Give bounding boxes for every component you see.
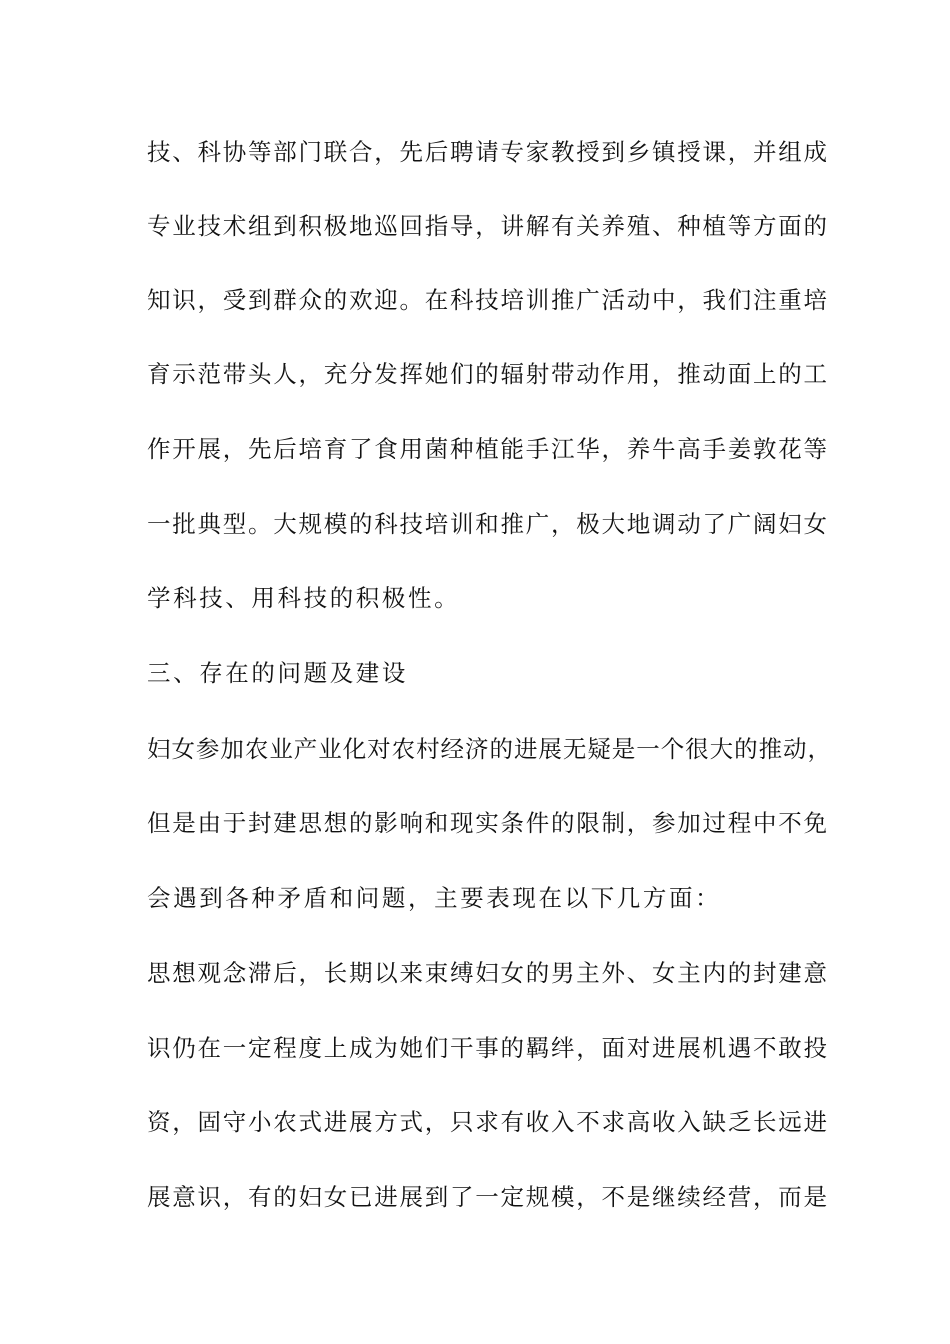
text-line-2: 专业技术组到积极地巡回指导，讲解有关养殖、种植等方面的: [147, 212, 827, 240]
text-line-1: 技、科协等部门联合，先后聘请专家教授到乡镇授课，并组成: [147, 138, 827, 166]
text-line-11: 会遇到各种矛盾和问题，主要表现在以下几方面：: [147, 884, 722, 912]
text-line-6: 一批典型。大规模的科技培训和推广，极大地调动了广阔妇女: [147, 510, 827, 538]
text-line-13: 识仍在一定程度上成为她们干事的羁绊，面对进展机遇不敢投: [147, 1034, 827, 1062]
section-heading: 三、存在的问题及建设: [147, 659, 408, 687]
text-line-7: 学科技、用科技的积极性。: [147, 584, 461, 612]
text-line-15: 展意识，有的妇女已进展到了一定规模，不是继续经营，而是: [147, 1183, 827, 1211]
text-line-3: 知识，受到群众的欢迎。在科技培训推广活动中，我们注重培: [147, 286, 827, 314]
text-line-4: 育示范带头人，充分发挥她们的辐射带动作用，推动面上的工: [147, 360, 827, 388]
text-line-10: 但是由于封建思想的影响和现实条件的限制，参加过程中不免: [147, 809, 827, 837]
text-line-5: 作开展，先后培育了食用菌种植能手江华，养牛高手姜敦花等: [147, 435, 827, 463]
text-line-12: 思想观念滞后，长期以来束缚妇女的男主外、女主内的封建意: [147, 959, 827, 987]
text-line-9: 妇女参加农业产业化对农村经济的进展无疑是一个很大的推动，: [147, 735, 831, 763]
text-line-14: 资，固守小农式进展方式，只求有收入不求高收入缺乏长远进: [147, 1108, 827, 1136]
